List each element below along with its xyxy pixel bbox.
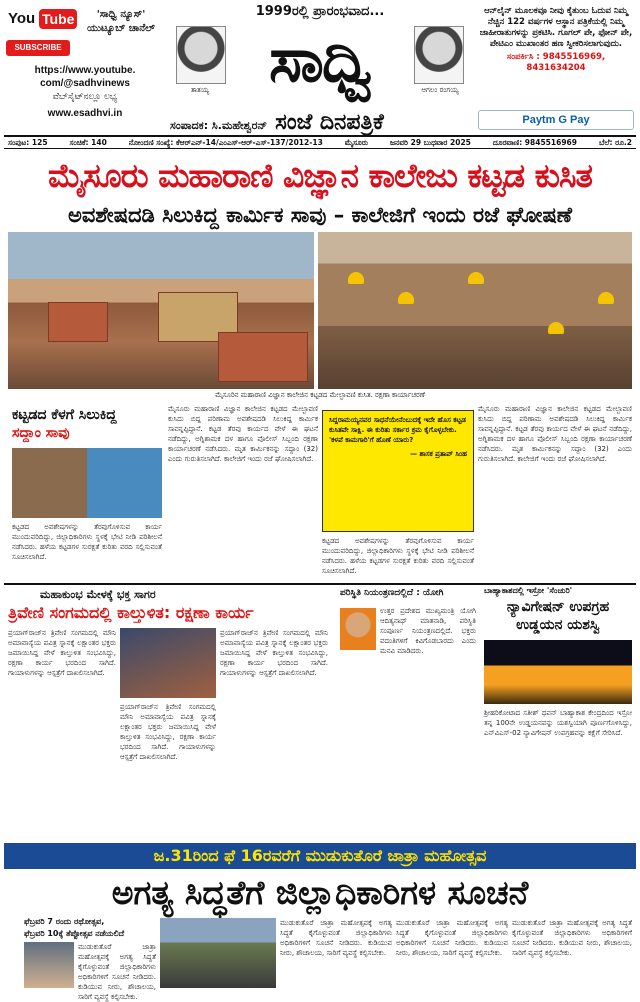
article-text: ಪ್ರಯಾಗ್‌ರಾಜ್‌ನ ತ್ರಿವೇಣಿ ಸಂಗಮದಲ್ಲಿ ಮೌನಿ ಅಮಾವಾಸ್ಯೆಯ ಪವಿತ್ರ ಸ್ನಾನಕ್ಕೆ ಲಕ್ಷಾಂತರ ಭಕ್ತರು ಜಮಾಯಿಸಿದ್ದ ವೇಳೆ ಕಾಲ್ತುಳಿತ ಸಂಭವಿಸಿದ್ದು, ರಕ್ಷಣಾ ಕಾರ್ಯ ಭರದಿಂದ ಸಾಗಿದೆ. ಗಾಯಾಳುಗಳನ್ನು ಆಸ್ಪತ್ರೆಗೆ ದಾಖಲಿಸಲಾಗಿದೆ. xyxy=(120,703,216,761)
article-text: ಕಟ್ಟಡದ ಅವಶೇಷಗಳನ್ನು ತೆರವುಗೊಳಿಸುವ ಕಾರ್ಯ ಮುಂದುವರಿದಿದ್ದು, ಜಿಲ್ಲಾಧಿಕಾರಿಗಳು ಸ್ಥಳಕ್ಕೆ ಭೇಟಿ ನೀಡಿ ಪರಿಶೀಲನೆ ನಡೆಸಿದರು. ಹಳೆಯ ಕಟ್ಟಡಗಳ ಸುರಕ್ಷತೆ ಕುರಿತು ವರದಿ ಸಲ್ಲಿಸುವಂತೆ ಸೂಚಿಸಲಾಗಿದೆ. xyxy=(322,537,474,575)
quote-author: — ಶಾಸಕ ಪ್ರತಾಪ್ ಸಿಂಹ xyxy=(410,450,467,458)
evening-daily: ಸಂಜೆ ದಿನಪತ್ರಿಕೆ xyxy=(275,110,384,135)
article-text: ಪ್ರಯಾಗ್‌ರಾಜ್‌ನ ತ್ರಿವೇಣಿ ಸಂಗಮದಲ್ಲಿ ಮೌನಿ ಅಮಾವಾಸ್ಯೆಯ ಪವಿತ್ರ ಸ್ನಾನಕ್ಕೆ ಲಕ್ಷಾಂತರ ಭಕ್ತರು ಜಮಾಯಿಸಿದ್ದ ವೇಳೆ ಕಾಲ್ತುಳಿತ ಸಂಭವಿಸಿದ್ದು, ರಕ್ಷಣಾ ಕಾರ್ಯ ಭರದಿಂದ ಸಾಗಿದೆ. ಗಾಯಾಳುಗಳನ್ನು ಆಸ್ಪತ್ರೆಗೆ ದಾಖಲಿಸಲಾಗಿದೆ. xyxy=(8,629,116,677)
rescue-operation-photo xyxy=(318,232,632,389)
box-headline xyxy=(12,406,162,442)
phone: ದೂರವಾಣಿ: 9845516969 xyxy=(492,138,577,147)
youtube-you-text: You xyxy=(8,10,36,27)
portrait-right-label: ಆಗಲಂ ರಂಗಯ್ಯ xyxy=(421,86,459,94)
advertisement-box xyxy=(478,6,634,132)
article-text: ಮೈಸೂರು ಮಹಾರಾಣಿ ವಿಜ್ಞಾನ ಕಾಲೇಜಿನ ಕಟ್ಟಡದ ಮೇಲ್ಛಾವಣಿ ಕುಸಿದು ಬಿದ್ದ ಪರಿಣಾಮ ಅವಶೇಷದಡಿ ಸಿಲುಕಿದ್ದ ಕಾರ್ಮಿಕ ಸಾವನ್ನಪ್ಪಿದ್ದಾನೆ. ಕಟ್ಟಡ ತೆರವು ಕಾರ್ಯದ ವೇಳೆ ಈ ಘಟನೆ ನಡೆದಿದ್ದು, ಅಗ್ನಿಶಾಮಕ ದಳ ಹಾಗೂ ಪೊಲೀಸ್ ಸಿಬ್ಬಂದಿ ರಕ್ಷಣಾ ಕಾರ್ಯಾಚರಣೆ ನಡೆಸಿದರು. ಮೃತ ಕಾರ್ಮಿಕನನ್ನು ಸದ್ದಾಂ (32) ಎಂದು ಗುರುತಿಸಲಾಗಿದೆ. ಕಾಲೇಜಿಗೆ ಇಂದು ರಜೆ ಘೋಷಿಸಲಾಗಿದೆ. xyxy=(478,405,632,463)
bottom-kicker1: ಫೆಬ್ರವರಿ 7 ರಂದು ರಥೋತ್ಸವ, xyxy=(24,917,105,926)
victim-photos xyxy=(12,448,162,518)
worker-helmet xyxy=(398,292,414,304)
ad-text: ಆನ್‌ಲೈನ್ ಮೂಲಕವೂ ನೀವು ಕೈತುಂಬ ಓದುವ ನಿಮ್ಮ ನೆಚ್ಚಿನ 122 ವರ್ಷಗಳ ಆಸ್ಥಾನ ಪತ್ರಿಕೆಯಲ್ಲಿ ನಿಮ್ಮ ಜಾಹೀರಾತುಗಳನ್ನು ಪ್ರಕಟಿಸಿ. ಗೂಗಲ್ ಪೇ, ಫೋನ್ ಪೇ, ಪೇಟಿಎಂ ಮುಖಾಂತರ ಹಣ ಸ್ವೀಕರಿಸಲಾಗುವುದು. xyxy=(479,6,633,49)
article-text: ಕಟ್ಟಡದ ಅವಶೇಷಗಳನ್ನು ತೆರವುಗೊಳಿಸುವ ಕಾರ್ಯ ಮುಂದುವರಿದಿದ್ದು, ಜಿಲ್ಲಾಧಿಕಾರಿಗಳು ಸ್ಥಳಕ್ಕೆ ಭೇಟಿ ನೀಡಿ ಪರಿಶೀಲನೆ ನಡೆಸಿದರು. ಹಳೆಯ ಕಟ್ಟಡಗಳ ಸುರಕ್ಷತೆ ಕುರಿತು ವರದಿ ಸಲ್ಲಿಸುವಂತೆ ಸೂಚಿಸಲಾಗಿದೆ. xyxy=(12,523,162,561)
rubble xyxy=(48,302,108,342)
youtube-tube-text: Tube xyxy=(39,9,77,29)
quote-text: ಸಿದ್ದರಾಮಯ್ಯನವರ ಸಾಧನೆಯೇನೆಂಬುದಕ್ಕೆ ಇದೇ ಹೊಸ ಕಟ್ಟಡ ಕುಸಿತವೇ ಸಾಕ್ಷಿ. ಈ ಕುರಿತು ಸರ್ಕಾರ ಕ್ರಮ ಕೈಗೊಳ್ಳಬೇಕು. 'ಕಳಪೆ ಕಾಮಗಾರಿ'ಗೆ ಹೊಣೆ ಯಾರು? xyxy=(329,416,466,444)
payment-logos: Paytm G Pay xyxy=(478,110,634,130)
collapsed-building-photo xyxy=(8,232,314,389)
box-headline-line1: ಕಟ್ಟಡದ ಕೆಳಗೆ ಸಿಲುಕಿದ್ದ xyxy=(12,407,117,423)
editor-line xyxy=(170,110,470,135)
registration: ನೋಂದಣಿ ಸಂಖ್ಯೆ: ಕೆಆರ್‌ಎನ್-14/ಎಂಎಸ್-ಆರ್-ಎಸ್‌-137/2012-13 xyxy=(128,138,323,147)
article-text: ಮುಡುಕುತೊರೆ ಜಾತ್ರಾ ಮಹೋತ್ಸವಕ್ಕೆ ಅಗತ್ಯ ಸಿದ್ಧತೆ ಕೈಗೊಳ್ಳುವಂತೆ ಜಿಲ್ಲಾಧಿಕಾರಿಗಳು ಅಧಿಕಾರಿಗಳಿಗೆ ಸೂಚನೆ ನೀಡಿದರು. ಕುಡಿಯುವ ನೀರು, ಶೌಚಾಲಯ, ಸಾರಿಗೆ ವ್ಯವಸ್ಥೆ ಕಲ್ಪಿಸಬೇಕು. xyxy=(396,919,508,957)
isro-headline: ನ್ಯಾವಿಗೇಷನ್ ಉಪಗ್ರಹ ಉಡ್ಡಯನ ಯಶಸ್ವಿ xyxy=(506,599,610,633)
founder-portrait-left xyxy=(176,26,226,84)
ad-contact: ಸಂಪರ್ಕಿಸಿ : 9845516969, 8431634204 xyxy=(506,52,606,73)
website-url[interactable]: www.esadhvi.in xyxy=(47,108,123,119)
masthead xyxy=(170,4,470,135)
kumbh-photo xyxy=(120,628,216,698)
portrait-left-label: ತಾತಯ್ಯ xyxy=(190,86,210,94)
article-text: ಪ್ರಯಾಗ್‌ರಾಜ್‌ನ ತ್ರಿವೇಣಿ ಸಂಗಮದಲ್ಲಿ ಮೌನಿ ಅಮಾವಾಸ್ಯೆಯ ಪವಿತ್ರ ಸ್ನಾನಕ್ಕೆ ಲಕ್ಷಾಂತರ ಭಕ್ತರು ಜಮಾಯಿಸಿದ್ದ ವೇಳೆ ಕಾಲ್ತುಳಿತ ಸಂಭವಿಸಿದ್ದು, ರಕ್ಷಣಾ ಕಾರ್ಯ ಭರದಿಂದ ಸಾಗಿದೆ. ಗಾಯಾಳುಗಳನ್ನು ಆಸ್ಪತ್ರೆಗೆ ದಾಖಲಿಸಲಾಗಿದೆ. xyxy=(220,629,328,677)
place: ಮೈಸೂರು xyxy=(344,138,369,147)
photo-caption: ಮೈಸೂರಿನ ಮಹಾರಾಣಿ ವಿಜ್ಞಾನ ಕಾಲೇಜಿನ ಕಟ್ಟಡದ ಮೇಲ್ಛಾವಣಿ ಕುಸಿತ. ರಕ್ಷಣಾ ಕಾರ್ಯಾಚರಣೆ xyxy=(215,391,425,399)
issue: ಸಂಚಿಕೆ: 140 xyxy=(69,138,107,147)
lead-subheadline: ಅವಶೇಷದಡಿ ಸಿಲುಕಿದ್ದ ಕಾರ್ಮಿಕ ಸಾವು – ಕಾಲೇಜಿಗೆ ಇಂದು ರಜೆ ಘೋಷಣೆ xyxy=(67,203,573,227)
article-text: ಶ್ರೀಹರಿಕೋಟಾದ ಸತೀಶ್ ಧವನ್ ಬಾಹ್ಯಾಕಾಶ ಕೇಂದ್ರದಿಂದ ಇಸ್ರೋ ತನ್ನ 100ನೇ ಉಡ್ಡಯನವನ್ನು ಯಶಸ್ವಿಯಾಗಿ ಪೂರ್ಣಗೊಳಿಸಿದ್ದು, ಎನ್‌ವಿಎಸ್-02 ನ್ಯಾವಿಗೇಷನ್ ಉಪಗ್ರಹವನ್ನು ಕಕ್ಷೆಗೆ ಸೇರಿಸಿದೆ. xyxy=(484,709,632,737)
founder-portrait-right xyxy=(414,26,464,84)
box-headline-line2: ಸದ್ದಾಂ ಸಾವು xyxy=(12,425,70,441)
issue-info-bar xyxy=(4,135,636,149)
worker-helmet xyxy=(468,272,484,284)
channel-url-line1: https://www.youtube. xyxy=(34,65,136,76)
official-photo xyxy=(24,942,74,988)
editor-name: ಸಂಪಾದಕ: ಸಿ.ಮಹೇಶ್ವರನ್ xyxy=(170,119,268,132)
bottom-kicker2: ಫೆಬ್ರವರಿ 10ಕ್ಕೆ ತೆಪ್ಪೋತ್ಸವ ನಡೆಯಲಿದೆ xyxy=(24,929,125,938)
fair-banner: ಜ.31ರಿಂದ ಫೆ 16ರವರೆಗೆ ಮುಡುಕುತೊರೆ ಜಾತ್ರಾ ಮಹೋತ್ಸವ xyxy=(4,843,636,869)
temple-crowd-photo xyxy=(160,918,276,988)
youtube-logo xyxy=(6,6,75,32)
volume: ಸಂಪುಟ: 125 xyxy=(8,138,48,147)
youtube-promo xyxy=(6,6,164,124)
yogi-kicker: ಪರಿಸ್ಥಿತಿ ನಿಯಂತ್ರಣದಲ್ಲಿದೆ : ಯೋಗಿ xyxy=(340,588,444,598)
worker-helmet xyxy=(548,322,564,334)
bottom-headline: ಅಗತ್ಯ ಸಿದ್ಧತೆಗೆ ಜಿಲ್ಲಾಧಿಕಾರಿಗಳ ಸೂಚನೆ xyxy=(111,873,529,912)
yogi-photo xyxy=(340,608,376,650)
worker-helmet xyxy=(348,272,364,284)
worker-helmet xyxy=(598,292,614,304)
price: ಬೆಲೆ: ರೂ.2 xyxy=(598,138,632,147)
article-text: ಮೈಸೂರು ಮಹಾರಾಣಿ ವಿಜ್ಞಾನ ಕಾಲೇಜಿನ ಕಟ್ಟಡದ ಮೇಲ್ಛಾವಣಿ ಕುಸಿದು ಬಿದ್ದ ಪರಿಣಾಮ ಅವಶೇಷದಡಿ ಸಿಲುಕಿದ್ದ ಕಾರ್ಮಿಕ ಸಾವನ್ನಪ್ಪಿದ್ದಾನೆ. ಕಟ್ಟಡ ತೆರವು ಕಾರ್ಯದ ವೇಳೆ ಈ ಘಟನೆ ನಡೆದಿದ್ದು, ಅಗ್ನಿಶಾಮಕ ದಳ ಹಾಗೂ ಪೊಲೀಸ್ ಸಿಬ್ಬಂದಿ ರಕ್ಷಣಾ ಕಾರ್ಯಾಚರಣೆ ನಡೆಸಿದರು. ಮೃತ ಕಾರ್ಮಿಕನನ್ನು ಸದ್ದಾಂ (32) ಎಂದು ಗುರುತಿಸಲಾಗಿದೆ. ಕಾಲೇಜಿಗೆ ಇಂದು ರಜೆ ಘೋಷಿಸಲಾಗಿದೆ. xyxy=(168,405,318,463)
kumbh-kicker: ಮಹಾಕುಂಭ ಮೇಳಕ್ಕೆ ಭಕ್ತ ಸಾಗರ xyxy=(40,588,156,601)
rubble xyxy=(218,332,308,382)
isro-kicker: ಬಾಹ್ಯಾಕಾಶದಲ್ಲಿ ಇಸ್ರೋ 'ಸೆಂಚುರಿ' xyxy=(484,586,573,595)
date: ಜನವರಿ 29 ಬುಧವಾರ 2025 xyxy=(390,138,471,147)
channel-name: 'ಸಾಧ್ವಿ ನ್ಯೂಸ್' ಯುಟ್ಯೂಬ್ ಚಾನೆಲ್ xyxy=(87,9,155,34)
divider xyxy=(4,583,636,585)
quote-box xyxy=(322,410,474,532)
website-available: ವೆಬ್‌ಸೈಟ್‌ನಲ್ಲೂ ಲಭ್ಯ xyxy=(52,92,118,102)
lead-headline: ಮೈಸೂರು ಮಹಾರಾಣಿ ವಿಜ್ಞಾನ ಕಾಲೇಜು ಕಟ್ಟಡ ಕುಸಿತ xyxy=(47,156,593,195)
since-text: 1999ರಲ್ಲಿ ಪ್ರಾರಂಭವಾದ... xyxy=(255,4,385,19)
article-text: ಮುಡುಕುತೊರೆ ಜಾತ್ರಾ ಮಹೋತ್ಸವಕ್ಕೆ ಅಗತ್ಯ ಸಿದ್ಧತೆ ಕೈಗೊಳ್ಳುವಂತೆ ಜಿಲ್ಲಾಧಿಕಾರಿಗಳು ಅಧಿಕಾರಿಗಳಿಗೆ ಸೂಚನೆ ನೀಡಿದರು. ಕುಡಿಯುವ ನೀರು, ಶೌಚಾಲಯ, ಸಾರಿಗೆ ವ್ಯವಸ್ಥೆ ಕಲ್ಪಿಸಬೇಕು. xyxy=(78,943,156,1001)
article-text: ಮುಡುಕುತೊರೆ ಜಾತ್ರಾ ಮಹೋತ್ಸವಕ್ಕೆ ಅಗತ್ಯ ಸಿದ್ಧತೆ ಕೈಗೊಳ್ಳುವಂತೆ ಜಿಲ್ಲಾಧಿಕಾರಿಗಳು ಅಧಿಕಾರಿಗಳಿಗೆ ಸೂಚನೆ ನೀಡಿದರು. ಕುಡಿಯುವ ನೀರು, ಶೌಚಾಲಯ, ಸಾರಿಗೆ ವ್ಯವಸ್ಥೆ ಕಲ್ಪಿಸಬೇಕು. xyxy=(280,919,392,957)
channel-url-line2: com/@sadhvinews xyxy=(40,78,130,89)
kumbh-headline: ತ್ರಿವೇಣಿ ಸಂಗಮದಲ್ಲಿ ಕಾಲ್ತುಳಿತ: ರಕ್ಷಣಾ ಕಾರ್ಯ xyxy=(8,603,254,622)
channel-url[interactable] xyxy=(6,64,164,90)
article-text: ಉತ್ತರ ಪ್ರದೇಶದ ಮುಖ್ಯಮಂತ್ರಿ ಯೋಗಿ ಆದಿತ್ಯನಾಥ್ ಮಾತನಾಡಿ, ಪರಿಸ್ಥಿತಿ ಸಂಪೂರ್ಣ ನಿಯಂತ್ರಣದಲ್ಲಿದೆ. ಭಕ್ತರು ವದಂತಿಗಳಿಗೆ ಕಿವಿಗೊಡಬಾರದು ಎಂದು ಮನವಿ ಮಾಡಿದರು. xyxy=(380,607,476,655)
rocket-launch-photo xyxy=(484,640,632,704)
subscribe-button[interactable]: SUBSCRIBE xyxy=(6,40,70,56)
article-text: ಮುಡುಕುತೊರೆ ಜಾತ್ರಾ ಮಹೋತ್ಸವಕ್ಕೆ ಅಗತ್ಯ ಸಿದ್ಧತೆ ಕೈಗೊಳ್ಳುವಂತೆ ಜಿಲ್ಲಾಧಿಕಾರಿಗಳು ಅಧಿಕಾರಿಗಳಿಗೆ ಸೂಚನೆ ನೀಡಿದರು. ಕುಡಿಯುವ ನೀರು, ಶೌಚಾಲಯ, ಸಾರಿಗೆ ವ್ಯವಸ್ಥೆ ಕಲ್ಪಿಸಬೇಕು. xyxy=(512,919,632,957)
newspaper-title: ಸಾಧ್ವಿ xyxy=(269,23,371,96)
